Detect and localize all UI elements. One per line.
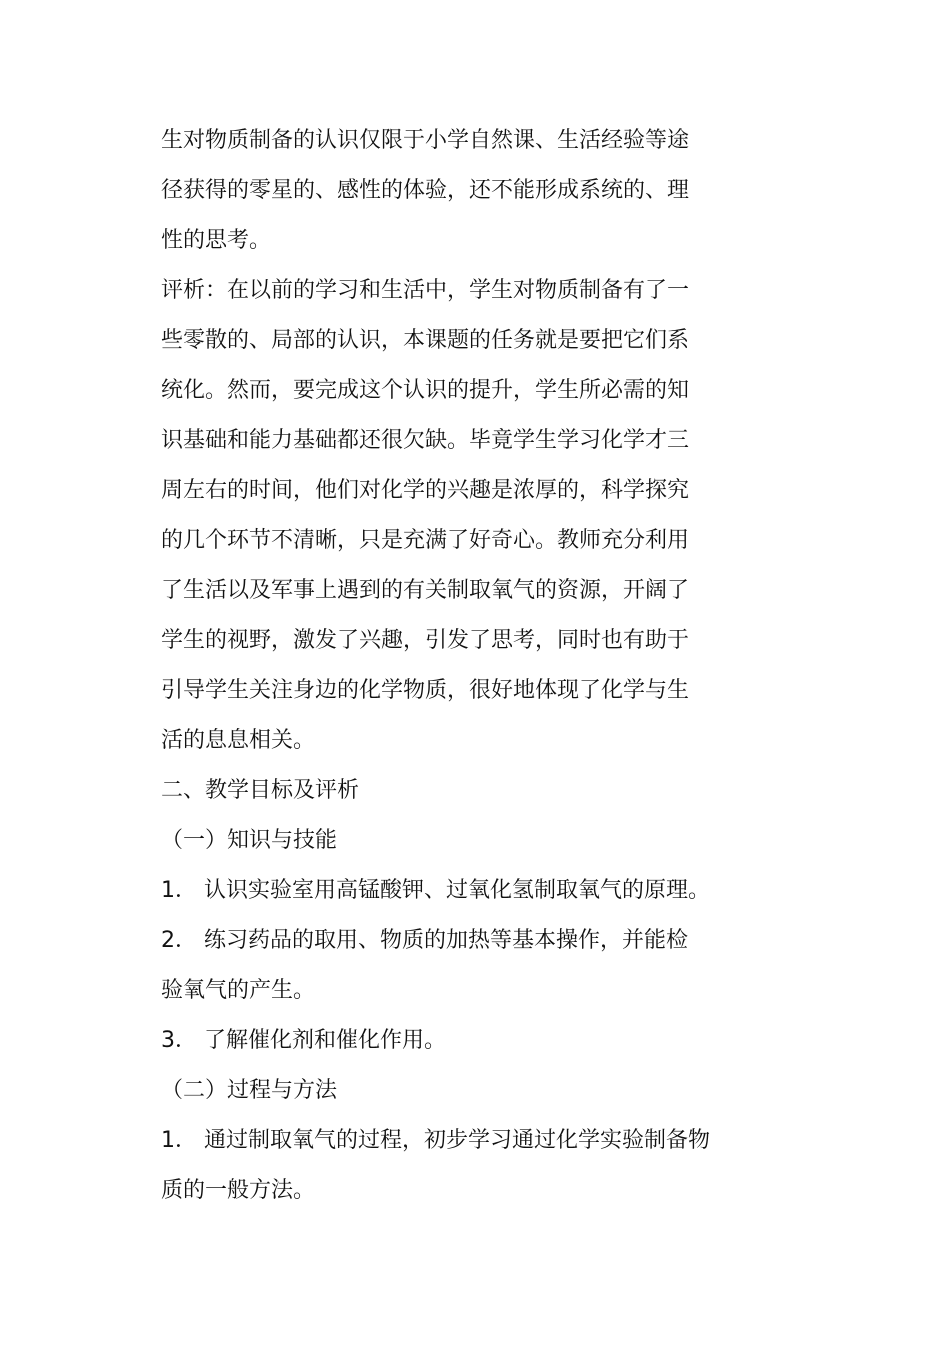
text-line: 评析：在以前的学习和生活中，学生对物质制备有了一	[161, 278, 690, 303]
list-item-text: 3． 了解催化剂和催化作用。	[161, 1028, 446, 1053]
paragraph-intro-continuation	[161, 116, 761, 266]
list-item-process-1	[161, 1116, 761, 1216]
list-item-2	[161, 916, 761, 1016]
subsection-heading-text: （一）知识与技能	[161, 828, 338, 853]
list-item-text: 1． 通过制取氧气的过程，初步学习通过化学实验制备物	[161, 1128, 710, 1153]
text-line: 了生活以及军事上遇到的有关制取氧气的资源，开阔了	[161, 578, 690, 603]
text-line: 识基础和能力基础都还很欠缺。毕竟学生学习化学才三	[161, 428, 690, 453]
list-item-3	[161, 1016, 761, 1066]
text-line: 些零散的、局部的认识，本课题的任务就是要把它们系	[161, 328, 690, 353]
text-line: 生对物质制备的认识仅限于小学自然课、生活经验等途	[161, 128, 690, 153]
list-item-text: 验氧气的产生。	[161, 978, 316, 1003]
text-line: 统化。然而，要完成这个认识的提升，学生所必需的知	[161, 378, 690, 403]
list-item-text: 1． 认识实验室用高锰酸钾、过氧化氢制取氧气的原理。	[161, 878, 710, 903]
body-text	[161, 116, 761, 1216]
text-line: 学生的视野，激发了兴趣，引发了思考，同时也有助于	[161, 628, 690, 653]
paragraph-analysis	[161, 266, 761, 766]
text-line: 性的思考。	[161, 228, 272, 253]
text-line: 的几个环节不清晰，只是充满了好奇心。教师充分利用	[161, 528, 690, 553]
subsection-heading-knowledge	[161, 816, 761, 866]
section-heading	[161, 766, 761, 816]
text-line: 周左右的时间，他们对化学的兴趣是浓厚的，科学探究	[161, 478, 690, 503]
subsection-heading-process	[161, 1066, 761, 1116]
text-line: 引导学生关注身边的化学物质，很好地体现了化学与生	[161, 678, 690, 703]
text-line: 活的息息相关。	[161, 728, 316, 753]
section-heading-text: 二、教学目标及评析	[161, 778, 360, 803]
list-item-text: 2． 练习药品的取用、物质的加热等基本操作，并能检	[161, 928, 688, 953]
list-item-text: 质的一般方法。	[161, 1178, 316, 1203]
subsection-heading-text: （二）过程与方法	[161, 1078, 338, 1103]
list-item-1	[161, 866, 761, 916]
text-line: 径获得的零星的、感性的体验，还不能形成系统的、理	[161, 178, 690, 203]
